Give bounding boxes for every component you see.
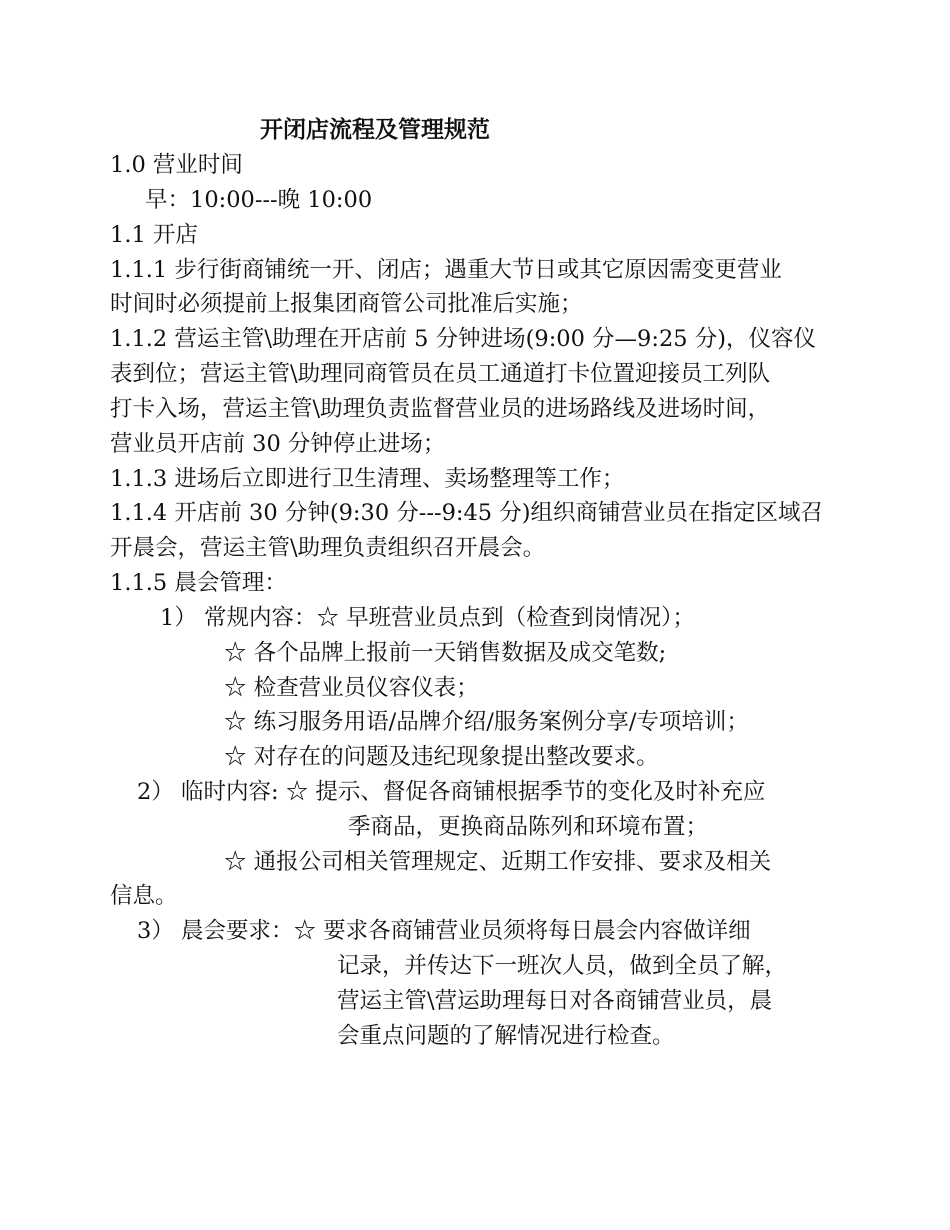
list-item: 3） 晨会要求：☆ 要求各商铺营业员须将每日晨会内容做详细 [137, 918, 751, 944]
list-item: 2） 临时内容: ☆ 提示、督促各商铺根据季节的变化及时补充应 [137, 779, 766, 805]
section-opening: 1.1 开店 [110, 222, 198, 248]
paragraph-line: 开晨会，营运主管\助理负责组织召开晨会。 [110, 535, 546, 561]
business-hours-value: 早：10:00---晚 10:00 [145, 187, 373, 213]
paragraph-line: 打卡入场，营运主管\助理负责监督营业员的进场路线及进场时间， [110, 396, 771, 422]
section-business-hours: 1.0 营业时间 [110, 152, 243, 178]
list-item: ☆ 通报公司相关管理规定、近期工作安排、要求及相关 [224, 849, 772, 875]
paragraph-line: 营业员开店前 30 分钟停止进场； [110, 431, 446, 457]
list-item: ☆ 练习服务用语/品牌介绍/服务案例分享/专项培训； [224, 709, 749, 735]
list-item: ☆ 检查营业员仪容仪表； [224, 675, 479, 701]
document-title: 开闭店流程及管理规范 [260, 117, 490, 143]
paragraph-line: 1.1.1 步行街商铺统一开、闭店；遇重大节日或其它原因需变更营业 [110, 257, 782, 283]
paragraph-line: 表到位；营运主管\助理同商管员在员工通道打卡位置迎接员工列队 [110, 361, 771, 387]
list-item: ☆ 各个品牌上报前一天销售数据及成交笔数; [224, 640, 667, 666]
list-item: 1） 常规内容：☆ 早班营业员点到（检查到岗情况）； [160, 605, 695, 631]
paragraph-line: 1.1.2 营运主管\助理在开店前 5 分钟进场(9:00 分—9:25 分)，仪容仪 [110, 326, 817, 352]
paragraph-line: 1.1.4 开店前 30 分钟(9:30 分---9:45 分)组织商铺营业员在指定区域召 [110, 500, 824, 526]
list-item-continuation: 记录，并传达下一班次人员，做到全员了解， [337, 953, 788, 979]
list-item: ☆ 对存在的问题及违纪现象提出整改要求。 [224, 744, 659, 770]
list-item-continuation: 会重点问题的了解情况进行检查。 [337, 1023, 675, 1049]
paragraph-line: 时间时必须提前上报集团商管公司批准后实施； [110, 291, 583, 317]
list-item-continuation: 营运主管\营运助理每日对各商铺营业员，晨 [337, 988, 773, 1014]
list-item-continuation: 信息。 [110, 883, 178, 909]
section-morning-meeting: 1.1.5 晨会管理： [110, 570, 287, 596]
list-item-continuation: 季商品，更换商品陈列和环境布置； [348, 814, 709, 840]
paragraph-line: 1.1.3 进场后立即进行卫生清理、卖场整理等工作； [110, 466, 625, 492]
